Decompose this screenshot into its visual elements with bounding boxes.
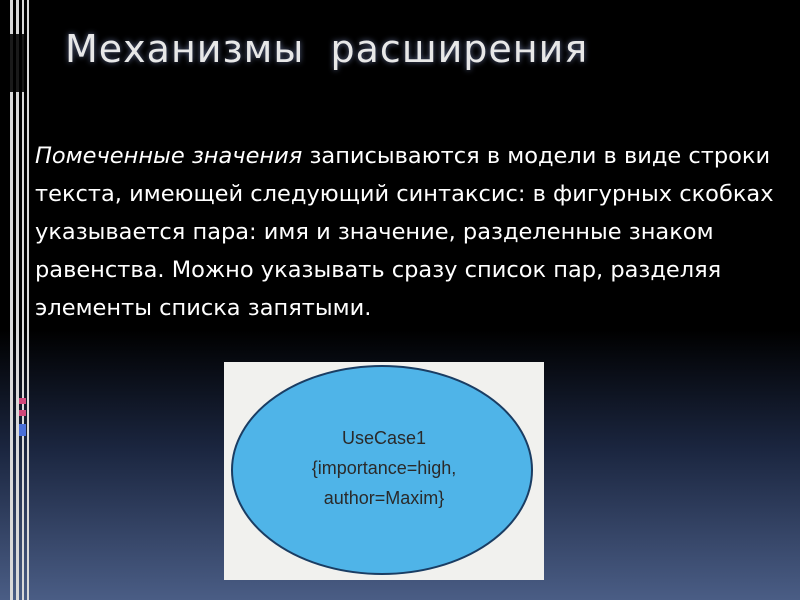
pink-accent-mark	[19, 398, 26, 404]
title-decor-block	[10, 34, 32, 92]
usecase-tagged-value-1: {importance=high,	[311, 458, 457, 478]
usecase-diagram	[224, 362, 544, 580]
pink-accent-mark	[19, 410, 26, 416]
body-italic-term: Помеченные значения	[35, 143, 303, 169]
blue-accent-mark	[19, 424, 26, 436]
slide-title: Механизмы расширения	[65, 27, 589, 71]
slide-body-text	[35, 137, 775, 327]
usecase-tagged-value-2: author=Maxim}	[323, 488, 445, 508]
usecase-name: UseCase1	[341, 428, 427, 448]
body-text-rest: записываются в модели в виде строки текста, имеющей следующий синтаксис: в фигурных скобках указывается пара: имя и значение, разделенные знаком равенства. Можно указывать сразу список пар, разделяя элементы списка запятыми.	[35, 143, 774, 321]
